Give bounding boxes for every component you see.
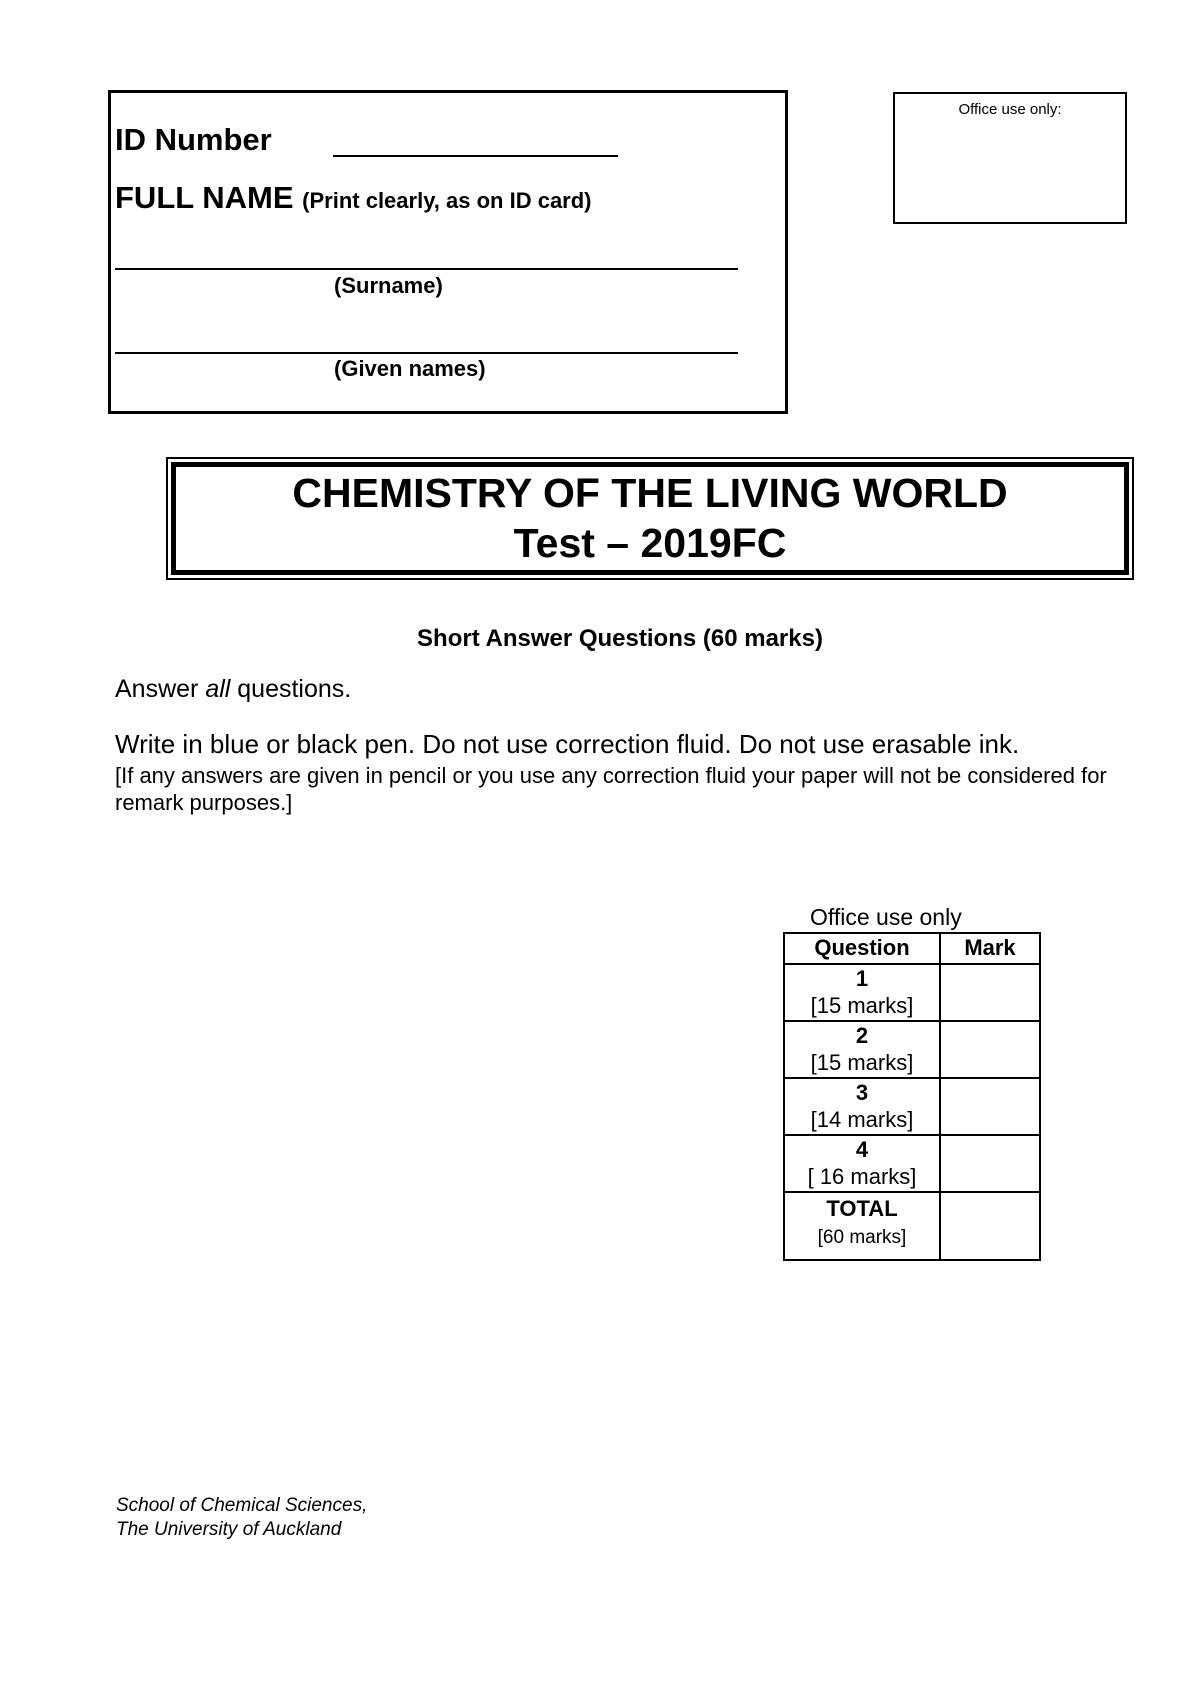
question-cell — [784, 1078, 940, 1135]
id-number-field[interactable] — [333, 155, 618, 157]
section-heading: Short Answer Questions (60 marks) — [417, 625, 823, 652]
full-name-label-text: FULL NAME — [115, 180, 294, 215]
footer-university: The University of Auckland — [116, 1519, 342, 1540]
question-number: 3 — [855, 1080, 869, 1105]
table-row — [784, 1078, 1040, 1135]
question-number: 2 — [855, 1023, 869, 1048]
course-title: CHEMISTRY OF THE LIVING WORLD — [292, 470, 1008, 516]
instruction-answer-all-before: Answer — [115, 675, 206, 703]
table-row — [784, 964, 1040, 1021]
marks-table-caption: Office use only — [810, 904, 962, 930]
id-number-label: ID Number — [115, 122, 272, 157]
question-cell — [784, 1135, 940, 1192]
mark-cell[interactable] — [940, 1021, 1040, 1078]
table-row — [784, 1021, 1040, 1078]
instruction-remark-note: [If any answers are given in pencil or you use any correction fluid your paper will not be considered for remark purposes.] — [115, 763, 1107, 815]
test-title: Test – 2019FC — [513, 520, 787, 566]
question-marks: [14 marks] — [810, 1107, 914, 1132]
total-label: TOTAL — [826, 1196, 898, 1221]
question-marks: [ 16 marks] — [807, 1164, 917, 1189]
given-names-caption: (Given names) — [334, 356, 486, 381]
question-marks: [15 marks] — [810, 993, 914, 1018]
header-question: Question — [784, 933, 940, 964]
instruction-answer-all — [115, 675, 351, 704]
surname-caption: (Surname) — [334, 273, 443, 298]
marks-table-header — [784, 933, 1040, 964]
question-cell — [784, 964, 940, 1021]
footer-school: School of Chemical Sciences, — [116, 1495, 368, 1516]
total-marks: [60 marks] — [817, 1227, 907, 1248]
table-row — [784, 1135, 1040, 1192]
question-cell — [784, 1021, 940, 1078]
surname-field[interactable] — [115, 268, 738, 270]
instruction-answer-all-after: questions. — [230, 675, 352, 703]
total-mark-cell[interactable] — [940, 1192, 1040, 1260]
office-use-label: Office use only: — [958, 101, 1062, 118]
marks-table — [783, 932, 1041, 1261]
question-number: 1 — [855, 966, 869, 991]
header-mark: Mark — [940, 933, 1040, 964]
total-cell — [784, 1192, 940, 1260]
full-name-label — [115, 180, 592, 216]
instruction-answer-all-emphasis: all — [205, 675, 231, 703]
question-marks: [15 marks] — [810, 1050, 914, 1075]
mark-cell[interactable] — [940, 1078, 1040, 1135]
question-number: 4 — [855, 1137, 869, 1162]
mark-cell[interactable] — [940, 964, 1040, 1021]
full-name-hint: (Print clearly, as on ID card) — [302, 188, 592, 213]
given-names-field[interactable] — [115, 352, 738, 354]
table-row-total — [784, 1192, 1040, 1260]
instruction-pen: Write in blue or black pen. Do not use correction fluid. Do not use erasable ink. — [115, 729, 1020, 759]
mark-cell[interactable] — [940, 1135, 1040, 1192]
